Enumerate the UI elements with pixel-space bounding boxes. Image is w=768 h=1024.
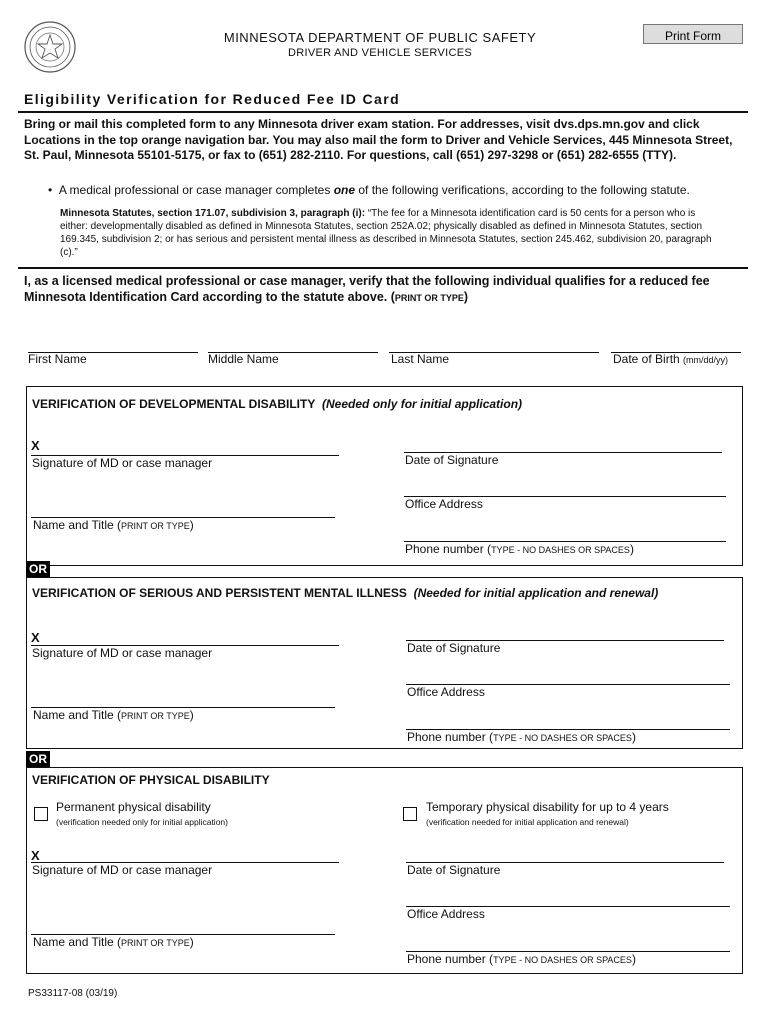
name-title-text: Name and Title ( xyxy=(33,708,122,722)
print-type-note: PRINT OR TYPE xyxy=(121,938,190,948)
print-type-note: PRINT OR TYPE xyxy=(121,521,190,531)
division-name: DRIVER AND VEHICLE SERVICES xyxy=(288,47,472,59)
temporary-disability-note: (verification needed for initial application and renewal) xyxy=(426,817,629,827)
phone-text: Phone number ( xyxy=(407,730,494,744)
mental-note: (Needed for initial application and renewal) xyxy=(413,586,659,600)
signature-x-mark: X xyxy=(31,630,40,645)
mental-heading xyxy=(32,586,658,600)
bullet-emphasis: one xyxy=(333,183,356,197)
dev-date-label: Date of Signature xyxy=(405,453,499,467)
attest-rule xyxy=(18,267,748,269)
signature-x-mark: X xyxy=(31,848,40,863)
attestation-text: I, as a licensed medical professional or case manager, verify that the following individual qualifies for a reduced fee Minnesota Identification Card according to the statute above. ( xyxy=(24,274,710,304)
or-divider: OR xyxy=(26,751,50,767)
dob-label xyxy=(613,352,728,366)
dev-name-title-label xyxy=(33,518,194,532)
attestation-close: ) xyxy=(463,290,469,304)
print-type-note: PRINT OR TYPE xyxy=(121,711,190,721)
attestation-print-type: PRINT OR TYPE xyxy=(394,293,464,303)
paren: ) xyxy=(189,708,194,722)
developmental-heading-text: VERIFICATION OF DEVELOPMENTAL DISABILITY xyxy=(32,397,316,411)
permanent-disability-checkbox[interactable] xyxy=(34,807,48,821)
permanent-disability-label: Permanent physical disability xyxy=(56,800,211,814)
paren: ) xyxy=(631,730,636,744)
name-title-text: Name and Title ( xyxy=(33,518,122,532)
last-name-label: Last Name xyxy=(391,352,450,366)
phone-text: Phone number ( xyxy=(405,542,492,556)
statute-citation: Minnesota Statutes, section 171.07, subdivision 3, paragraph (i): xyxy=(60,208,366,219)
physical-office-label: Office Address xyxy=(407,907,485,921)
statute-text: “The fee for a Minnesota identification card is 50 cents for a person who is either: developmentally disabled as defined in Minnesota Statutes, section 252A.02; physically disabled as defined in Minnesota Statutes, section 169.345, subdivision 2; or has serious and persistent mental illness as described in Minnesota Statutes, section 245.462, subdivision 20, paragraph (c).” xyxy=(60,208,712,258)
mental-office-label: Office Address xyxy=(407,685,485,699)
developmental-note: (Needed only for initial application) xyxy=(322,397,523,411)
dev-phone-label xyxy=(405,542,634,556)
form-title: Eligibility Verification for Reduced Fee ID Card xyxy=(24,91,401,107)
temporary-disability-checkbox[interactable] xyxy=(403,807,417,821)
paren: ) xyxy=(189,518,194,532)
mental-name-title-label xyxy=(33,708,194,722)
attestation xyxy=(24,273,740,306)
title-rule xyxy=(18,111,748,113)
bullet-icon: • xyxy=(48,183,59,197)
developmental-heading xyxy=(32,397,522,411)
mental-date-label: Date of Signature xyxy=(407,641,501,655)
first-name-label: First Name xyxy=(28,352,87,366)
name-title-text: Name and Title ( xyxy=(33,935,122,949)
physical-date-label: Date of Signature xyxy=(407,863,501,877)
dev-office-label: Office Address xyxy=(405,497,483,511)
phone-note: TYPE - NO DASHES OR SPACES xyxy=(493,955,632,965)
or-divider: OR xyxy=(26,561,50,577)
phone-text: Phone number ( xyxy=(407,952,494,966)
physical-name-title-label xyxy=(33,935,194,949)
mental-phone-label xyxy=(407,730,636,744)
print-form-button[interactable]: Print Form xyxy=(643,24,743,44)
mental-illness-section xyxy=(26,577,743,749)
developmental-section xyxy=(26,386,743,566)
statute-quote xyxy=(60,207,720,259)
physical-heading: VERIFICATION OF PHYSICAL DISABILITY xyxy=(32,773,270,787)
physical-phone-label xyxy=(407,952,636,966)
phone-note: TYPE - NO DASHES OR SPACES xyxy=(491,545,630,555)
form-number: PS33117-08 (03/19) xyxy=(28,988,118,999)
temporary-disability-label: Temporary physical disability for up to 4 years xyxy=(426,800,669,814)
permanent-disability-note: (verification needed only for initial application) xyxy=(56,817,228,827)
state-seal-icon xyxy=(24,21,76,73)
dob-label-text: Date of Birth xyxy=(613,352,680,366)
signature-x-mark: X xyxy=(31,438,40,453)
phone-note: TYPE - NO DASHES OR SPACES xyxy=(493,733,632,743)
middle-name-label: Middle Name xyxy=(208,352,279,366)
bullet-text: A medical professional or case manager completes xyxy=(58,183,334,197)
bullet-instruction xyxy=(48,183,738,197)
agency-name: MINNESOTA DEPARTMENT OF PUBLIC SAFETY xyxy=(223,30,537,45)
paren: ) xyxy=(189,935,194,949)
dev-signature-label: Signature of MD or case manager xyxy=(32,456,213,470)
bullet-text-end: of the following verifications, according to the following statute. xyxy=(355,183,690,197)
mental-heading-text: VERIFICATION OF SERIOUS AND PERSISTENT MENTAL ILLNESS xyxy=(32,586,407,600)
intro-instructions: Bring or mail this completed form to any Minnesota driver exam station. For addresses, visit dvs.dps.mn.gov and click Locations in the top orange navigation bar. You may also mail the form to Driver and Vehicle Services, 445 Minnesota Street, St. Paul, Minnesota 55101-5175, or fax to (651) 282-2110. For questions, call (651) 297-3298 or (651) 282-6555 (TTY). xyxy=(24,117,733,162)
dob-format: (mm/dd/yy) xyxy=(683,355,729,365)
paren: ) xyxy=(629,542,634,556)
mental-signature-label: Signature of MD or case manager xyxy=(32,646,213,660)
paren: ) xyxy=(631,952,636,966)
physical-signature-label: Signature of MD or case manager xyxy=(32,863,213,877)
